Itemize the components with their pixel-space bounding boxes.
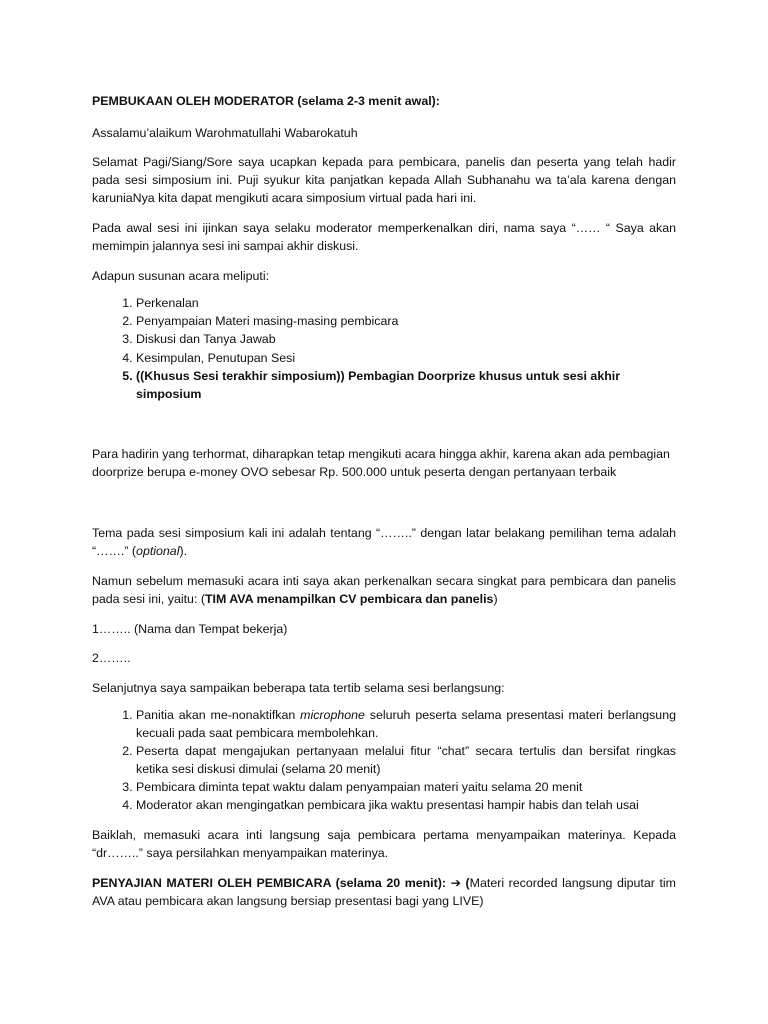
heading-duration: (selama 2-3 menit awal):: [293, 94, 440, 108]
agenda-item: 3. Diskusi dan Tanya Jawab: [136, 330, 676, 348]
opening-paragraph: Selamat Pagi/Siang/Sore saya ucapkan kepada para pembicara, panelis dan peserta yang telah hadir pada sesi simposium ini. Puji syukur kita panjatkan kepada Allah Subhanahu wa ta’ala karena dengan karuniaNya kita dapat mengikuti acara simposium virtual pada hari ini.: [92, 155, 676, 205]
rule-item: 4. Moderator akan mengingatkan pembicara jika waktu presentasi hampir habis dan telah usai: [136, 796, 676, 814]
moderator-intro-paragraph: Pada awal sesi ini ijinkan saya selaku moderator memperkenalkan diri, nama saya “…… “ Saya akan memimpin jalannya sesi ini sampai akhir diskusi.: [92, 221, 676, 253]
agenda-item: 1. Perkenalan: [136, 294, 676, 312]
rule-item: 3. Pembicara diminta tepat waktu dalam penyampaian materi yaitu selama 20 menit: [136, 778, 676, 796]
section-heading-presentation: PENYAJIAN MATERI OLEH PEMBICARA (selama 20 menit): ➔ (Materi recorded langsung diputar tim AVA atau pembicara akan langsung bersiap presentasi bagi yang LIVE): [92, 875, 676, 909]
speaker-intro-paragraph: Namun sebelum memasuki acara inti saya akan perkenalkan secara singkat para pembicara dan panelis pada sesi ini, yaitu: (TIM AVA menampilkan CV pembicara dan panelis): [92, 574, 676, 607]
doorprize-paragraph: Para hadirin yang terhormat, diharapkan tetap mengikuti acara hingga akhir, karena akan ada pembagian doorprize berupa e-money OVO sebesar Rp. 500.000 untuk peserta dengan pertanyaan terbaik: [92, 447, 670, 480]
rule-item: 2. Peserta dapat mengajukan pertanyaan melalui fitur “chat” secara tertulis dan bersifat ringkas ketika sesi diskusi dimulai (selama 20 menit): [136, 742, 676, 778]
agenda-item: 2. Penyampaian Materi masing-masing pembicara: [136, 312, 676, 330]
agenda-intro: Adapun susunan acara meliputi:: [92, 269, 270, 283]
first-speaker-paragraph: Baiklah, memasuki acara inti langsung saja pembicara pertama menyampaikan materinya. Kepada “dr……..” saya persilahkan menyampaikan materinya.: [92, 828, 676, 861]
speaker-line-2: 2……..: [92, 651, 131, 666]
heading-title: PEMBUKAAN OLEH MODERATOR: [92, 94, 294, 108]
section-heading-opening: [92, 92, 676, 110]
speaker-line-1: 1…….. (Nama dan Tempat bekerja): [92, 622, 288, 637]
greeting: Assalamu’alaikum Warohmatullahi Wabarokatuh: [92, 126, 358, 140]
cv-instruction: TIM AVA menampilkan CV pembicara dan panelis: [204, 592, 494, 607]
agenda-list: [92, 294, 676, 403]
agenda-item: 4. Kesimpulan, Penutupan Sesi: [136, 349, 676, 367]
agenda-item-doorprize: 5. ((Khusus Sesi terakhir simposium)) Pembagian Doorprize khusus untuk sesi akhir simposium: [136, 367, 676, 403]
arrow-right-icon: ➔: [450, 875, 461, 891]
rule-item: 1. Panitia akan me-nonaktifkan microphone seluruh peserta selama presentasi materi berlangsung kecuali pada saat pembicara membolehkan.: [136, 706, 676, 742]
theme-paragraph: Tema pada sesi simposium kali ini adalah tentang “……..” dengan latar belakang pemilihan tema adalah “…….” (optional).: [92, 526, 676, 559]
rules-list: [92, 706, 676, 814]
rules-intro: Selanjutnya saya sampaikan beberapa tata tertib selama sesi berlangsung:: [92, 681, 505, 696]
